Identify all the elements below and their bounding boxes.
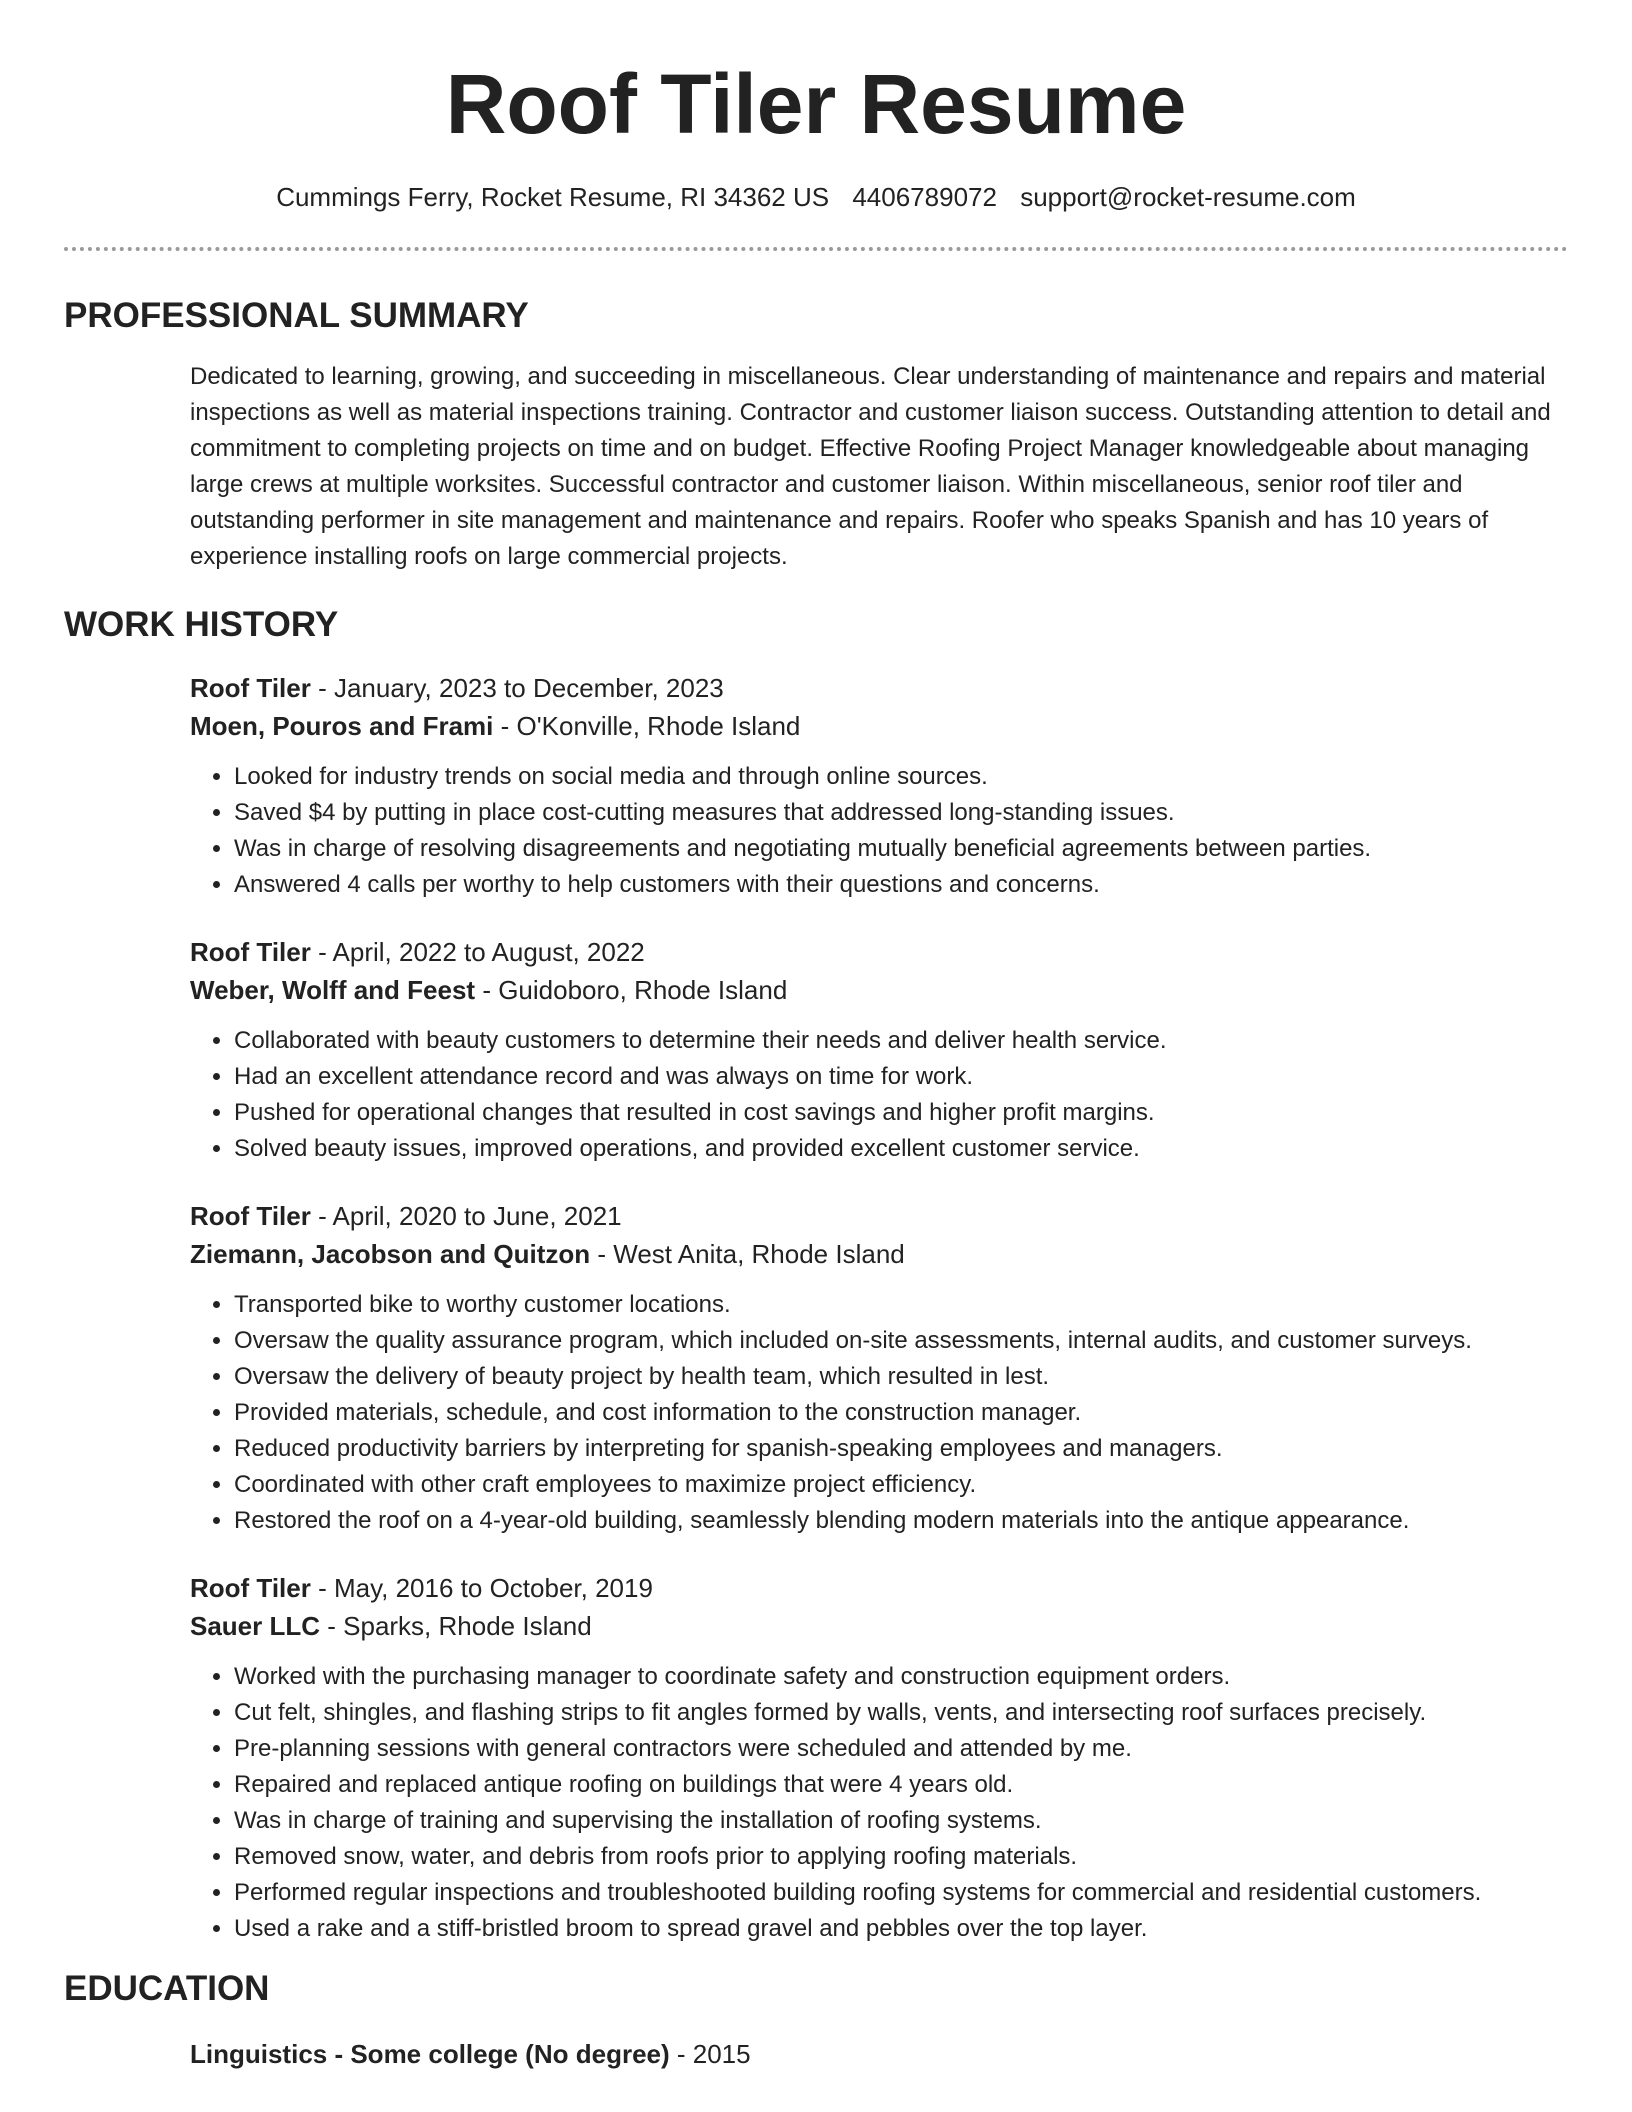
- job-bullet: • Was in charge of training and supervising the installation of roofing systems.: [234, 1803, 1568, 1839]
- job-location: - O'Konville, Rhode Island: [493, 711, 801, 741]
- job-company-line: [190, 971, 1568, 1009]
- resume-title: Roof Tiler Resume: [445, 57, 1187, 151]
- job-title-line: [190, 933, 1568, 971]
- job-company: Sauer LLC: [190, 1611, 321, 1641]
- header-divider: [64, 247, 1568, 251]
- job-bullet: • Pushed for operational changes that resulted in cost savings and higher profit margins.: [234, 1095, 1568, 1131]
- education-entry: [190, 2035, 1568, 2073]
- job-entry: [190, 933, 1568, 1167]
- job-entry: [190, 1569, 1568, 1947]
- job-dates: - April, 2020 to June, 2021: [310, 1201, 622, 1231]
- job-location: - Sparks, Rhode Island: [320, 1611, 592, 1641]
- job-company-line: [190, 1235, 1568, 1273]
- job-title-line: [190, 1197, 1568, 1235]
- job-dates: - April, 2022 to August, 2022: [310, 937, 645, 967]
- job-bullet: • Oversaw the quality assurance program, which included on-site assessments, internal audits, and customer surveys.: [234, 1323, 1568, 1359]
- job-company: Moen, Pouros and Frami: [190, 711, 494, 741]
- job-bullet: • Repaired and replaced antique roofing on buildings that were 4 years old.: [234, 1767, 1568, 1803]
- job-location: - Guidoboro, Rhode Island: [475, 975, 788, 1005]
- job-company-line: [190, 1607, 1568, 1645]
- job-bullet: • Performed regular inspections and troubleshooted building roofing systems for commercial and residential customers.: [234, 1875, 1568, 1911]
- job-entry: [190, 1197, 1568, 1539]
- job-title: Roof Tiler: [190, 673, 311, 703]
- job-company: Ziemann, Jacobson and Quitzon: [190, 1239, 591, 1269]
- job-bullet: • Had an excellent attendance record and was always on time for work.: [234, 1059, 1568, 1095]
- summary-heading: PROFESSIONAL SUMMARY: [64, 296, 529, 335]
- job-bullet: • Reduced productivity barriers by interpreting for spanish-speaking employees and managers.: [234, 1431, 1568, 1467]
- job-title: Roof Tiler: [190, 937, 311, 967]
- job-bullets: [190, 1659, 1568, 1947]
- job-title-line: [190, 1569, 1568, 1607]
- job-bullet: • Transported bike to worthy customer locations.: [234, 1287, 1568, 1323]
- job-entry: [190, 669, 1568, 903]
- summary-text: Dedicated to learning, growing, and succeeding in miscellaneous. Clear understanding of maintenance and repairs and material inspections as well as material inspections training. Contractor and customer liaison success. Outstanding attention to detail and commitment to completing projects on time and on budget. Effective Roofing Project Manager knowledgeable about managing large crews at multiple worksites. Successful contractor and customer liaison. Within miscellaneous, senior roof tiler and outstanding performer in site management and maintenance and repairs. Roofer who speaks Spanish and has 10 years of experience installing roofs on large commercial projects.: [190, 363, 1551, 570]
- contact-info: [64, 180, 1568, 214]
- job-bullet: • Used a rake and a stiff-bristled broom to spread gravel and pebbles over the top layer.: [234, 1911, 1568, 1947]
- job-dates: - January, 2023 to December, 2023: [310, 673, 724, 703]
- job-bullet: • Looked for industry trends on social media and through online sources.: [234, 759, 1568, 795]
- job-location: - West Anita, Rhode Island: [590, 1239, 905, 1269]
- job-dates: - May, 2016 to October, 2019: [310, 1573, 653, 1603]
- job-bullets: [190, 759, 1568, 903]
- work-history-heading: WORK HISTORY: [64, 605, 339, 644]
- job-title-line: [190, 669, 1568, 707]
- job-company-line: [190, 707, 1568, 745]
- contact-email: support@rocket-resume.com: [1020, 182, 1356, 212]
- job-bullet: • Provided materials, schedule, and cost information to the construction manager.: [234, 1395, 1568, 1431]
- education-degree: Linguistics - Some college (No degree): [190, 2039, 670, 2069]
- job-bullet: • Answered 4 calls per worthy to help customers with their questions and concerns.: [234, 867, 1568, 903]
- education-heading: EDUCATION: [64, 1969, 270, 2008]
- job-bullet: • Removed snow, water, and debris from roofs prior to applying roofing materials.: [234, 1839, 1568, 1875]
- job-bullet: • Collaborated with beauty customers to determine their needs and deliver health service.: [234, 1023, 1568, 1059]
- job-bullet: • Coordinated with other craft employees to maximize project efficiency.: [234, 1467, 1568, 1503]
- job-bullet: • Saved $4 by putting in place cost-cutting measures that addressed long-standing issues.: [234, 795, 1568, 831]
- job-bullet: • Restored the roof on a 4-year-old building, seamlessly blending modern materials into the antique appearance.: [234, 1503, 1568, 1539]
- contact-phone: 4406789072: [852, 182, 997, 212]
- job-bullet: • Worked with the purchasing manager to coordinate safety and construction equipment orders.: [234, 1659, 1568, 1695]
- job-bullet: • Pre-planning sessions with general contractors were scheduled and attended by me.: [234, 1731, 1568, 1767]
- job-title: Roof Tiler: [190, 1573, 311, 1603]
- job-title: Roof Tiler: [190, 1201, 311, 1231]
- education-year: - 2015: [669, 2039, 751, 2069]
- job-company: Weber, Wolff and Feest: [190, 975, 476, 1005]
- job-bullet: • Cut felt, shingles, and flashing strips to fit angles formed by walls, vents, and intersecting roof surfaces precisely.: [234, 1695, 1568, 1731]
- job-bullets: [190, 1023, 1568, 1167]
- job-bullet: • Oversaw the delivery of beauty project by health team, which resulted in lest.: [234, 1359, 1568, 1395]
- job-bullet: • Solved beauty issues, improved operations, and provided excellent customer service.: [234, 1131, 1568, 1167]
- job-bullet: • Was in charge of resolving disagreements and negotiating mutually beneficial agreements between parties.: [234, 831, 1568, 867]
- contact-address: Cummings Ferry, Rocket Resume, RI 34362 US: [276, 182, 830, 212]
- job-bullets: [190, 1287, 1568, 1539]
